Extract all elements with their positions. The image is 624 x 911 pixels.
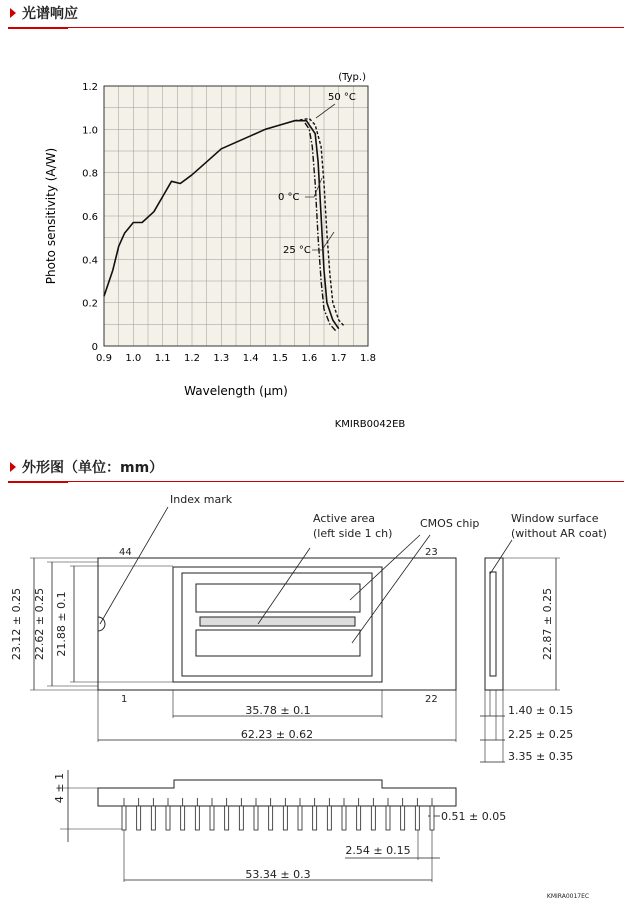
drawing-code: KMIRA0017EC — [546, 893, 590, 900]
series-label-25c: 25 °C — [283, 245, 311, 256]
x-tick-label: 1.8 — [360, 353, 376, 364]
pin-lead — [151, 806, 155, 830]
pin-label-23: 23 — [425, 547, 438, 558]
section-arrow-icon — [10, 462, 16, 472]
dim-pin-height: 4 ± 1 — [53, 772, 66, 804]
dim-height-window: 21.88 ± 0.1 — [55, 591, 68, 657]
leader-index-mark — [100, 507, 168, 624]
x-tick-label: 1.5 — [272, 353, 288, 364]
pin-lead — [181, 806, 185, 830]
x-tick-label: 0.9 — [96, 353, 112, 364]
y-tick-label: 1.0 — [82, 125, 98, 137]
cmos-row-top — [196, 584, 360, 612]
x-tick-label: 1.0 — [125, 353, 142, 364]
y-tick-label: 0.6 — [82, 212, 98, 223]
series-label-0c: 0 °C — [278, 192, 300, 203]
pin-lead — [122, 806, 126, 830]
leader-cmos-2 — [352, 535, 430, 643]
dim-pin-pitch: 2.54 ± 0.15 — [345, 844, 411, 857]
pin-lead — [254, 806, 258, 830]
series-label-50c: 50 °C — [328, 92, 356, 103]
pin-lead — [298, 806, 302, 830]
y-tick-labels — [82, 82, 98, 353]
x-tick-label: 1.3 — [213, 353, 230, 364]
pin-lead — [401, 806, 405, 830]
dim-side-1: 1.40 ± 0.15 — [508, 704, 574, 717]
pin-lead — [327, 806, 331, 830]
label-active-area-note: (left side 1 ch) — [313, 527, 393, 540]
x-tick-label: 1.1 — [154, 353, 171, 364]
x-tick-label: 1.4 — [242, 353, 259, 364]
pin-lead — [210, 806, 214, 830]
pin-lead — [269, 806, 273, 830]
y-tick-label: 0.4 — [82, 255, 98, 267]
y-tick-label: 0.2 — [82, 298, 98, 310]
label-cmos-chip: CMOS chip — [420, 517, 480, 530]
pin-lead — [225, 806, 229, 830]
pin-lead — [283, 806, 287, 830]
chart-code: KMIRB0042EB — [334, 419, 406, 430]
pin-lead — [357, 806, 361, 830]
dim-pin-width: 0.51 ± 0.05 — [441, 810, 507, 823]
pin-label-22: 22 — [425, 694, 438, 705]
pin-lead — [239, 806, 243, 830]
x-tick-labels — [96, 353, 376, 364]
index-mark-icon — [98, 617, 105, 631]
section-header-outline — [0, 454, 624, 482]
pin-label-44: 44 — [119, 547, 132, 558]
pin-lead — [386, 806, 390, 830]
pin-lead — [342, 806, 346, 830]
dim-height-inner: 22.62 ± 0.25 — [33, 587, 46, 661]
label-index-mark: Index mark — [170, 493, 233, 506]
pin-lead — [195, 806, 199, 830]
y-axis-label: Photo sensitivity (A/W) — [44, 147, 58, 285]
pin-lead — [137, 806, 141, 830]
pin-lead — [371, 806, 375, 830]
side-view-body — [485, 558, 503, 690]
typ-note: (Typ.) — [338, 72, 366, 83]
dim-side-3: 3.35 ± 0.35 — [508, 750, 574, 763]
active-area-strip — [200, 617, 355, 626]
pin-label-1: 1 — [121, 694, 128, 705]
dim-height-total: 23.12 ± 0.25 — [10, 587, 23, 661]
cmos-row-bottom — [196, 630, 360, 656]
section-title: 外形图（单位：mm） — [22, 460, 164, 476]
outline-drawing — [0, 482, 624, 911]
leader-window — [490, 540, 512, 574]
label-active-area: Active area — [313, 512, 376, 525]
y-tick-label: 0 — [91, 342, 98, 353]
dim-side-height: 22.87 ± 0.25 — [541, 587, 554, 661]
y-tick-label: 1.2 — [82, 82, 98, 93]
label-window-surface: Window surface — [511, 512, 599, 525]
x-tick-label: 1.2 — [184, 353, 200, 364]
pin-lead — [166, 806, 170, 830]
bottom-view-pins — [122, 798, 434, 830]
dim-pin-span: 53.34 ± 0.3 — [245, 868, 311, 881]
spectral-response-chart — [0, 0, 624, 440]
section-title: 光谱响应 — [22, 6, 78, 22]
leader-active-area — [258, 548, 310, 624]
pin-lead — [415, 806, 419, 830]
dim-total-width: 62.23 ± 0.62 — [240, 728, 314, 741]
dim-active-width: 35.78 ± 0.1 — [245, 704, 311, 717]
x-axis-label: Wavelength (μm) — [184, 384, 288, 398]
x-tick-label: 1.6 — [301, 353, 318, 364]
side-view-window — [490, 572, 496, 676]
x-tick-label: 1.7 — [330, 353, 347, 364]
y-tick-label: 0.8 — [82, 168, 98, 180]
pin-lead — [430, 806, 434, 830]
pin-lead — [313, 806, 317, 830]
label-window-note: (without AR coat) — [511, 527, 607, 540]
dim-side-2: 2.25 ± 0.25 — [508, 728, 574, 741]
